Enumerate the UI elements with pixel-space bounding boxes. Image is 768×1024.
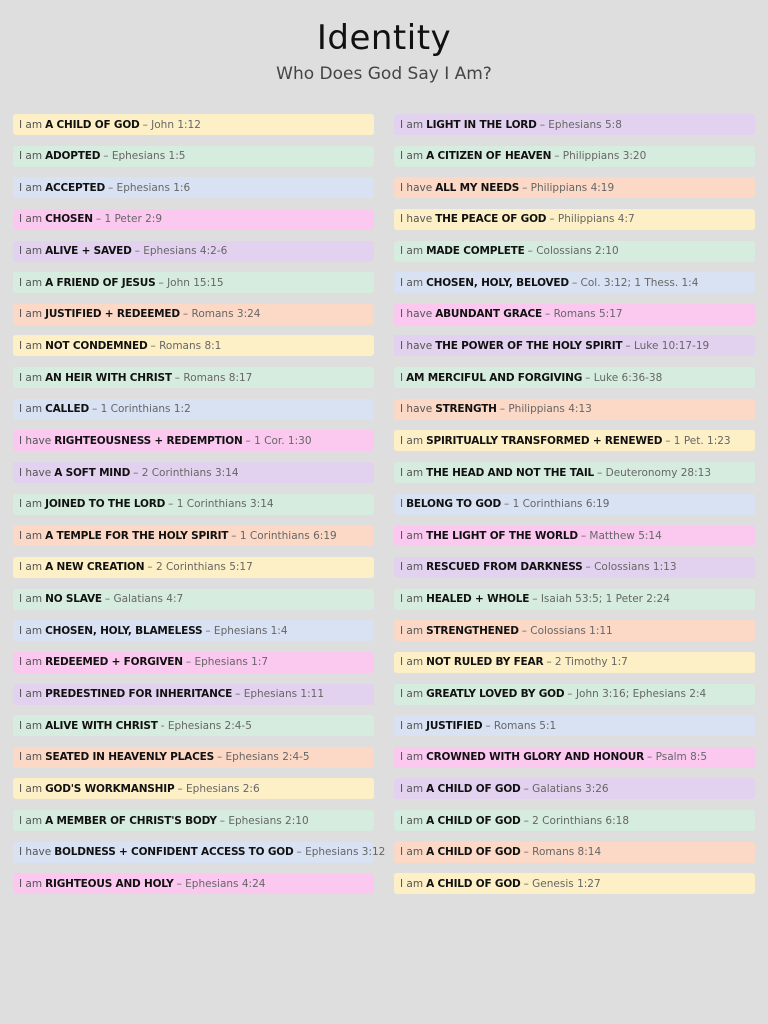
identity-statement	[394, 842, 755, 863]
statement-phrase: ALIVE WITH CHRIST	[45, 719, 158, 732]
statement-phrase: A CITIZEN OF HEAVEN	[426, 150, 552, 163]
statement-phrase: ALL MY NEEDS	[435, 181, 520, 194]
scripture-reference: – John 3:16; Ephesians 2:4	[567, 688, 707, 701]
statement-phrase: A NEW CREATION	[45, 561, 145, 574]
scripture-reference: – Col. 3:12; 1 Thess. 1:4	[571, 276, 699, 289]
scripture-reference: – 2 Corinthians 6:18	[523, 814, 629, 827]
scripture-reference: – Isaiah 53:5; 1 Peter 2:24	[532, 593, 670, 606]
statement-phrase: NOT CONDEMNED	[45, 339, 148, 352]
statement-verb: I am	[19, 498, 43, 511]
statement-phrase: CHOSEN	[45, 213, 93, 226]
statement-phrase: NOT RULED BY FEAR	[426, 656, 544, 669]
scripture-reference: – 2 Corinthians 3:14	[133, 466, 239, 479]
statement-phrase: SPIRITUALLY TRANSFORMED + RENEWED	[426, 434, 663, 447]
statement-phrase: THE HEAD AND NOT THE TAIL	[426, 466, 595, 479]
statement-verb: I am	[19, 276, 43, 289]
statement-verb: I am	[19, 213, 43, 226]
identity-statement	[394, 209, 755, 230]
statement-phrase: A TEMPLE FOR THE HOLY SPIRIT	[45, 529, 229, 542]
scripture-reference: – 1 Corinthians 1:2	[92, 403, 191, 416]
statement-phrase: CALLED	[45, 403, 90, 416]
statement-phrase: LIGHT IN THE LORD	[426, 118, 537, 131]
identity-statement	[13, 842, 386, 863]
identity-statement	[13, 304, 374, 325]
identity-statement	[13, 778, 374, 799]
statement-verb: I have	[400, 339, 433, 352]
identity-statement	[13, 810, 374, 831]
statement-verb: I am	[19, 688, 43, 701]
identity-statement	[13, 367, 374, 388]
identity-statement	[13, 715, 374, 736]
statement-verb: I am	[19, 371, 43, 384]
scripture-reference: – Luke 6:36-38	[585, 371, 663, 384]
identity-statement	[394, 399, 755, 420]
statement-phrase: BELONG TO GOD	[406, 498, 501, 511]
scripture-reference: – Galatians 3:26	[523, 782, 609, 795]
identity-statement	[394, 525, 755, 546]
statement-verb: I am	[19, 245, 43, 258]
scripture-reference: – Philippians 4:19	[522, 181, 615, 194]
identity-statement	[13, 652, 374, 673]
statement-phrase: RESCUED FROM DARKNESS	[426, 561, 583, 574]
statement-phrase: STRENGTH	[435, 403, 497, 416]
statement-phrase: AN HEIR WITH CHRIST	[45, 371, 172, 384]
identity-statement	[394, 652, 755, 673]
statement-phrase: JUSTIFIED	[426, 719, 483, 732]
identity-statement	[394, 241, 755, 262]
identity-statement	[394, 589, 755, 610]
identity-statement	[13, 146, 374, 167]
identity-statement	[13, 177, 374, 198]
scripture-reference: - Ephesians 2:4-5	[160, 719, 252, 732]
scripture-reference: – Colossians 1:11	[521, 624, 613, 637]
scripture-reference: – Luke 10:17-19	[625, 339, 710, 352]
statement-verb: I am	[400, 656, 424, 669]
identity-statement	[394, 873, 755, 894]
scripture-reference: – Ephesians 1:5	[103, 150, 186, 163]
scripture-reference: – Colossians 1:13	[585, 561, 677, 574]
identity-statement	[13, 114, 374, 135]
statement-verb: I have	[400, 308, 433, 321]
identity-statement	[13, 335, 374, 356]
statement-phrase: GREATLY LOVED BY GOD	[426, 688, 565, 701]
identity-statement	[394, 684, 755, 705]
page-title: Identity	[316, 18, 452, 58]
statement-verb: I have	[400, 403, 433, 416]
statement-phrase: REDEEMED + FORGIVEN	[45, 656, 183, 669]
scripture-reference: – Genesis 1:27	[523, 877, 601, 890]
statement-phrase: MADE COMPLETE	[426, 245, 525, 258]
identity-statement	[13, 525, 374, 546]
statement-verb: I am	[19, 308, 43, 321]
scripture-reference: – Matthew 5:14	[580, 529, 662, 542]
statement-phrase: CROWNED WITH GLORY AND HONOUR	[426, 751, 644, 764]
identity-statement	[13, 272, 374, 293]
scripture-reference: – 1 Cor. 1:30	[245, 434, 312, 447]
statement-phrase: A CHILD OF GOD	[426, 877, 521, 890]
scripture-reference: – 2 Timothy 1:7	[546, 656, 628, 669]
statement-verb: I am	[400, 846, 424, 859]
identity-statement	[394, 494, 755, 515]
identity-statement	[394, 177, 755, 198]
statement-phrase: ADOPTED	[45, 150, 101, 163]
scripture-reference: – Philippians 3:20	[554, 150, 647, 163]
statement-verb: I am	[400, 529, 424, 542]
statement-verb: I am	[400, 593, 424, 606]
identity-statement	[394, 430, 755, 451]
statement-verb: I am	[19, 593, 43, 606]
statement-phrase: BOLDNESS + CONFIDENT ACCESS TO GOD	[54, 846, 294, 859]
statement-phrase: STRENGTHENED	[426, 624, 519, 637]
left-column	[13, 114, 386, 905]
identity-statement	[394, 620, 755, 641]
statement-phrase: RIGHTEOUS AND HOLY	[45, 877, 174, 890]
identity-statement	[13, 209, 374, 230]
statement-verb: I have	[19, 466, 52, 479]
statement-verb: I am	[19, 150, 43, 163]
statement-verb: I am	[400, 276, 424, 289]
identity-statement	[13, 589, 374, 610]
statement-verb: I am	[19, 814, 43, 827]
statement-verb: I am	[400, 434, 424, 447]
statement-phrase: PREDESTINED FOR INHERITANCE	[45, 688, 233, 701]
statement-verb: I am	[400, 466, 424, 479]
statement-verb: I have	[19, 846, 52, 859]
statement-phrase: A MEMBER OF CHRIST'S BODY	[45, 814, 217, 827]
scripture-reference: – 2 Corinthians 5:17	[147, 561, 253, 574]
statement-verb: I	[400, 498, 404, 511]
right-column	[394, 114, 755, 905]
statement-phrase: A CHILD OF GOD	[426, 814, 521, 827]
statement-verb: I am	[19, 782, 43, 795]
statement-verb: I am	[400, 814, 424, 827]
statement-phrase: RIGHTEOUSNESS + REDEMPTION	[54, 434, 243, 447]
statement-verb: I am	[400, 751, 424, 764]
statement-verb: I am	[19, 181, 43, 194]
statement-verb: I am	[19, 719, 43, 732]
statement-phrase: A CHILD OF GOD	[426, 782, 521, 795]
scripture-reference: – Ephesians 1:11	[235, 688, 325, 701]
identity-statement	[394, 715, 755, 736]
statement-verb: I have	[19, 434, 52, 447]
scripture-reference: – Colossians 2:10	[527, 245, 619, 258]
statement-verb: I am	[19, 403, 43, 416]
statement-phrase: A CHILD OF GOD	[426, 846, 521, 859]
statement-phrase: AM MERCIFUL AND FORGIVING	[406, 371, 583, 384]
statement-verb: I have	[400, 213, 433, 226]
statement-verb: I am	[400, 118, 424, 131]
scripture-reference: – Ephesians 4:2-6	[134, 245, 228, 258]
statement-phrase: A SOFT MIND	[54, 466, 131, 479]
statement-verb: I am	[19, 339, 43, 352]
scripture-reference: – Romans 8:1	[150, 339, 222, 352]
identity-statement	[394, 747, 755, 768]
scripture-reference: – Ephesians 4:24	[176, 877, 266, 890]
statement-verb: I am	[400, 782, 424, 795]
statement-phrase: ACCEPTED	[45, 181, 105, 194]
statement-phrase: SEATED IN HEAVENLY PLACES	[45, 751, 214, 764]
statement-phrase: A CHILD OF GOD	[45, 118, 140, 131]
statement-verb: I	[400, 371, 404, 384]
statement-phrase: JUSTIFIED + REDEEMED	[45, 308, 180, 321]
identity-statement	[394, 367, 755, 388]
scripture-reference: – Philippians 4:13	[499, 403, 592, 416]
statement-phrase: HEALED + WHOLE	[426, 593, 530, 606]
statement-phrase: NO SLAVE	[45, 593, 102, 606]
scripture-reference: – Ephesians 5:8	[539, 118, 622, 131]
statement-verb: I have	[400, 181, 433, 194]
statement-phrase: ALIVE + SAVED	[45, 245, 132, 258]
statement-verb: I am	[400, 688, 424, 701]
scripture-reference: – 1 Corinthians 6:19	[231, 529, 337, 542]
statement-verb: I am	[400, 877, 424, 890]
scripture-reference: – Ephesians 2:4-5	[216, 751, 310, 764]
statement-verb: I am	[19, 624, 43, 637]
identity-statement	[394, 272, 755, 293]
scripture-reference: – Ephesians 2:6	[177, 782, 260, 795]
scripture-reference: – Romans 5:17	[545, 308, 623, 321]
scripture-reference: – Romans 5:1	[485, 719, 557, 732]
scripture-reference: – 1 Corinthians 6:19	[504, 498, 610, 511]
identity-statement	[13, 430, 374, 451]
statement-verb: I am	[19, 751, 43, 764]
statement-phrase: THE POWER OF THE HOLY SPIRIT	[435, 339, 623, 352]
scripture-reference: – Ephesians 2:10	[219, 814, 309, 827]
scripture-reference: – Ephesians 1:6	[107, 181, 191, 194]
scripture-reference: – John 1:12	[142, 118, 201, 131]
identity-statement	[394, 114, 755, 135]
statement-phrase: ABUNDANT GRACE	[435, 308, 543, 321]
scripture-reference: – 1 Corinthians 3:14	[168, 498, 274, 511]
statement-verb: I am	[19, 118, 43, 131]
statement-verb: I am	[19, 529, 43, 542]
identity-statement	[13, 684, 374, 705]
identity-statement	[394, 462, 755, 483]
statement-phrase: GOD'S WORKMANSHIP	[45, 782, 175, 795]
statement-phrase: THE LIGHT OF THE WORLD	[426, 529, 578, 542]
identity-statement	[394, 810, 755, 831]
identity-statement	[13, 462, 374, 483]
statement-verb: I am	[400, 150, 424, 163]
identity-statement	[394, 557, 755, 578]
statement-verb: I am	[19, 561, 43, 574]
identity-statement	[13, 494, 374, 515]
statement-phrase: CHOSEN, HOLY, BELOVED	[426, 276, 569, 289]
scripture-reference: – 1 Pet. 1:23	[665, 434, 731, 447]
scripture-reference: – Psalm 8:5	[647, 751, 708, 764]
scripture-reference: – 1 Peter 2:9	[95, 213, 163, 226]
scripture-reference: – Galatians 4:7	[104, 593, 184, 606]
identity-statement	[394, 778, 755, 799]
statement-verb: I am	[400, 719, 424, 732]
scripture-reference: – John 15:15	[158, 276, 224, 289]
statement-verb: I am	[400, 561, 424, 574]
statement-verb: I am	[19, 656, 43, 669]
identity-statement	[13, 241, 374, 262]
statement-verb: I am	[400, 624, 424, 637]
page-subtitle: Who Does God Say I Am?	[276, 64, 492, 84]
scripture-reference: – Ephesians 3:12	[296, 846, 386, 859]
scripture-reference: – Deuteronomy 28:13	[597, 466, 712, 479]
identity-statement	[13, 747, 374, 768]
identity-statement	[13, 873, 374, 894]
identity-statement	[394, 146, 755, 167]
scripture-reference: – Ephesians 1:4	[205, 624, 288, 637]
scripture-reference: – Romans 3:24	[182, 308, 261, 321]
scripture-reference: – Romans 8:14	[523, 846, 602, 859]
statement-phrase: CHOSEN, HOLY, BLAMELESS	[45, 624, 203, 637]
statement-phrase: THE PEACE OF GOD	[435, 213, 547, 226]
identity-statement	[13, 557, 374, 578]
scripture-reference: – Ephesians 1:7	[185, 656, 269, 669]
statement-phrase: JOINED TO THE LORD	[45, 498, 166, 511]
identity-statement	[394, 335, 755, 356]
scripture-reference: – Philippians 4:7	[549, 213, 635, 226]
identity-statement	[394, 304, 755, 325]
statement-verb: I am	[19, 877, 43, 890]
scripture-reference: – Romans 8:17	[174, 371, 253, 384]
identity-statement	[13, 620, 374, 641]
statement-verb: I am	[400, 245, 424, 258]
statement-phrase: A FRIEND OF JESUS	[45, 276, 156, 289]
identity-statement	[13, 399, 374, 420]
